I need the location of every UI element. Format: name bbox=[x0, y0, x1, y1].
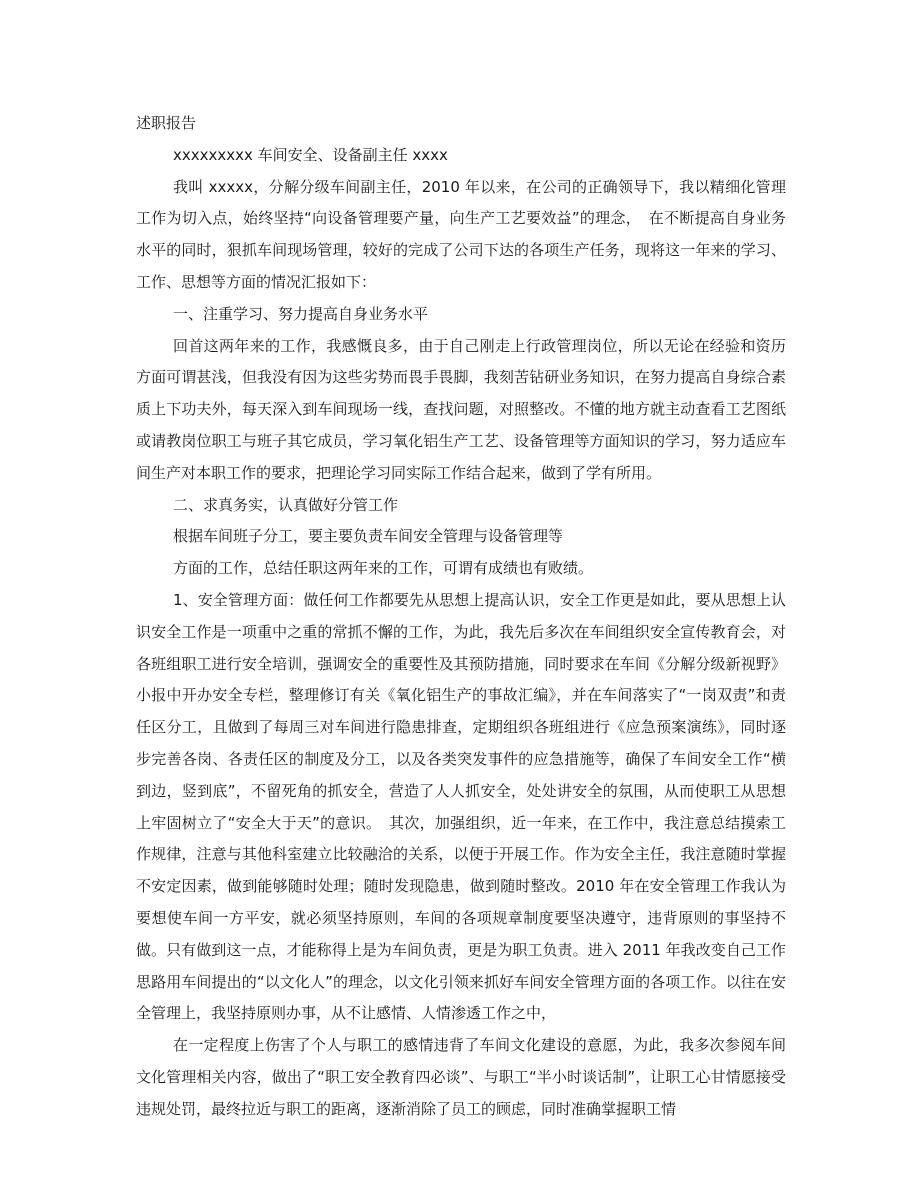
body-paragraph: 根据车间班子分工，要主要负责车间安全管理与设备管理等 bbox=[173, 527, 564, 546]
document-body bbox=[136, 108, 786, 1126]
author-line: xxxxxxxxx 车间安全、设备副主任 xxxx bbox=[173, 145, 448, 164]
document-title: 述职报告 bbox=[136, 114, 197, 132]
body-paragraph: 在一定程度上伤害了个人与职工的感情违背了车间文化建设的意愿，为此，我多次参阅车间文化管理相关内容，做出了“职工安全教育四必谈”、与职工“半小时谈话制”，让职工心甘情愿接受违规处罚，最终拉近与职工的距离，逐渐消除了员工的顾虑，同时准确掌握职工情 bbox=[136, 1036, 786, 1118]
body-paragraph: 回首这两年来的工作，我感慨良多，由于自己刚走上行政管理岗位，所以无论在经验和资历方面可谓甚浅，但我没有因为这些劣势而畏手畏脚，我刻苦钻研业务知识，在努力提高自身综合素质上下功夫外，每天深入到车间现场一线，查找问题，对照整改。不懂的地方就主动查看工艺图纸或请教岗位职工与班子其它成员，学习氧化铝生产工艺、设备管理等方面知识的学习，努力适应车间生产对本职工作的要求，把理论学习同实际工作结合起来，做到了学有所用。 bbox=[136, 336, 786, 482]
intro-paragraph: 我叫 xxxxx，分解分级车间副主任，2010 年以来，在公司的正确领导下，我以精细化管理工作为切入点，始终坚持“向设备管理要产量，向生产工艺要效益”的理念， 在不断提高自身业务水平的同时，狠抓车间现场管理，较好的完成了公司下达的各项生产任务，现将这一年来的学习、工作、思想等方面的情况汇报如下： bbox=[136, 177, 786, 291]
body-paragraph: 方面的工作，总结任职这两年来的工作，可谓有成绩也有败绩。 bbox=[173, 559, 594, 578]
section-heading-2: 二、求真务实，认真做好分管工作 bbox=[173, 495, 399, 514]
section-heading-1: 一、注重学习、努力提高自身业务水平 bbox=[173, 304, 429, 323]
body-paragraph: 1、安全管理方面：做任何工作都要先从思想上提高认识，安全工作更是如此，要从思想上认识安全工作是一项重中之重的常抓不懈的工作，为此，我先后多次在车间组织安全宣传教育会，对各班组职工进行安全培训，强调安全的重要性及其预防措施，同时要求在车间《分解分级新视野》小报中开办安全专栏，整理修订有关《氧化铝生产的事故汇编》，并在车间落实了“一岗双责”和责任区分工，且做到了每周三对车间进行隐患排查，定期组织各班组进行《应急预案演练》，同时逐步完善各岗、各责任区的制度及分工，以及各类突发事件的应急措施等，确保了车间安全工作“横到边，竖到底”，不留死角的抓安全，营造了人人抓安全，处处讲安全的氛围，从而使职工从思想上牢固树立了“安全大于天”的意识。 其次，加强组织，近一年来，在工作中，我注意总结摸索工作规律，注意与其他科室建立比较融洽的关系，以便于开展工作。作为安全主任，我注意随时掌握不安定因素，做到能够随时处理；随时发现隐患，做到随时整改。2010 年在安全管理工作我认为要想使车间一方平安，就必须坚持原则，车间的各项规章制度要坚决遵守，违背原则的事坚持不做。只有做到这一点，才能称得上是为车间负责，更是为职工负责。进入 2011 年我改变自己工作思路用车间提出的“以文化人”的理念，以文化引领来抓好车间安全管理方面的各项工作。以往在安全管理上，我坚持原则办事，从不让感情、人情渗透工作之中， bbox=[136, 590, 786, 1023]
